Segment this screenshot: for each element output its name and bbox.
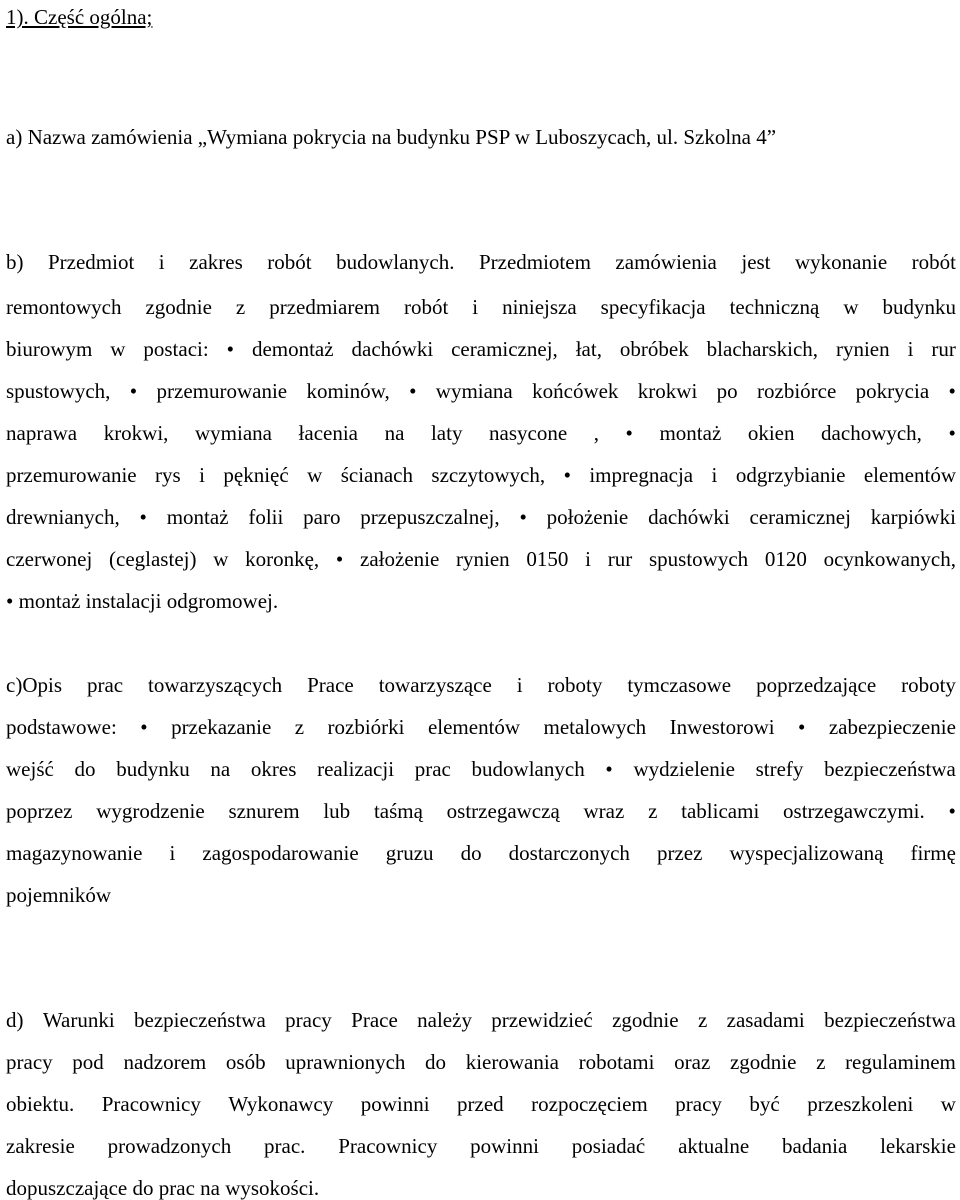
word: gruzu bbox=[385, 841, 434, 865]
paragraph-d-line bbox=[6, 1010, 956, 1031]
word: w bbox=[843, 295, 859, 319]
word: • bbox=[335, 547, 344, 571]
word: zasadami bbox=[726, 1008, 805, 1032]
word: podstawowe: bbox=[6, 715, 117, 739]
word: postaci: bbox=[143, 337, 209, 361]
word: • bbox=[226, 337, 234, 361]
word: dachówki bbox=[351, 337, 434, 361]
word: • bbox=[409, 379, 417, 403]
word: ceramicznej, bbox=[451, 337, 558, 361]
word: bezpieczeństwa bbox=[824, 1008, 956, 1032]
paragraph-c-line bbox=[6, 675, 956, 696]
word: • bbox=[519, 505, 527, 529]
word: Przedmiot bbox=[47, 250, 135, 274]
word: wraz bbox=[583, 799, 625, 823]
word: robotami bbox=[578, 1050, 655, 1074]
word: pracy bbox=[6, 1050, 53, 1074]
word: taśmą bbox=[373, 799, 423, 823]
paragraph-d-line bbox=[6, 1136, 956, 1157]
word: końcówek bbox=[532, 379, 619, 403]
word: krokwi bbox=[637, 379, 698, 403]
word: kominów, bbox=[306, 379, 390, 403]
word: prowadzonych bbox=[107, 1134, 232, 1158]
word: być bbox=[749, 1092, 780, 1116]
word: budynku bbox=[116, 757, 190, 781]
word: remontowych bbox=[6, 295, 122, 319]
paragraph-b-line bbox=[6, 252, 956, 273]
word: w bbox=[213, 547, 229, 571]
word: przeszkoleni bbox=[807, 1092, 914, 1116]
word: ostrzegawczymi. bbox=[783, 799, 925, 823]
word: nasycone bbox=[489, 421, 568, 445]
paragraph-c-line bbox=[6, 759, 956, 780]
word: obróbek bbox=[619, 337, 689, 361]
word: okres bbox=[250, 757, 297, 781]
word: Pracownicy bbox=[338, 1134, 438, 1158]
word: lekarskie bbox=[880, 1134, 956, 1158]
word: po bbox=[716, 379, 738, 403]
paragraph-b-line bbox=[6, 549, 956, 570]
word: szczytowych, bbox=[431, 463, 546, 487]
word: robót bbox=[911, 250, 956, 274]
word: pracy bbox=[675, 1092, 722, 1116]
word: • bbox=[625, 421, 633, 445]
word: ścianach bbox=[340, 463, 413, 487]
word: koronkę, bbox=[245, 547, 320, 571]
word: d) bbox=[6, 1008, 24, 1032]
word: oraz bbox=[674, 1050, 711, 1074]
word: Przedmiotem bbox=[478, 250, 591, 274]
paragraph-b-line bbox=[6, 423, 956, 444]
word: prac. bbox=[264, 1134, 306, 1158]
paragraph-b-line: • montaż instalacji odgromowej. bbox=[6, 589, 279, 613]
word: regulaminem bbox=[845, 1050, 956, 1074]
word: dostarczonych bbox=[508, 841, 630, 865]
word: karpiówki bbox=[870, 505, 956, 529]
word: wykonanie bbox=[795, 250, 888, 274]
word: 0120 bbox=[764, 547, 807, 571]
word: demontaż bbox=[251, 337, 334, 361]
word: bezpieczeństwa bbox=[824, 757, 956, 781]
word: , bbox=[593, 421, 599, 445]
word: poprzez bbox=[6, 799, 73, 823]
word: techniczną bbox=[729, 295, 820, 319]
word: badania bbox=[782, 1134, 848, 1158]
word: ceramicznej bbox=[749, 505, 851, 529]
word: z bbox=[697, 1008, 708, 1032]
word: zgodnie bbox=[729, 1050, 797, 1074]
word: obiektu. bbox=[6, 1092, 75, 1116]
word: spustowych, bbox=[6, 379, 111, 403]
word: przed bbox=[457, 1092, 504, 1116]
word: posiadać bbox=[571, 1134, 646, 1158]
word: budynku bbox=[882, 295, 956, 319]
word: powinni bbox=[360, 1092, 430, 1116]
word: położenie bbox=[546, 505, 629, 529]
word: okien bbox=[747, 421, 795, 445]
word: zabezpieczenie bbox=[828, 715, 956, 739]
word: dachówki bbox=[648, 505, 730, 529]
word: Prace bbox=[351, 1008, 398, 1032]
word: • bbox=[140, 715, 148, 739]
word: łacenia bbox=[298, 421, 358, 445]
paragraph-b-line bbox=[6, 339, 956, 360]
paragraph-c-line bbox=[6, 843, 956, 864]
word: rur bbox=[607, 547, 633, 571]
word: założenie bbox=[360, 547, 440, 571]
word: przez bbox=[656, 841, 703, 865]
word: rynien bbox=[456, 547, 510, 571]
word: i bbox=[907, 337, 914, 361]
word: Warunki bbox=[42, 1008, 115, 1032]
word: towarzyszące bbox=[378, 673, 492, 697]
word: budowlanych bbox=[471, 757, 585, 781]
word: zgodnie bbox=[612, 1008, 679, 1032]
word: w bbox=[307, 463, 323, 487]
word: zgodnie bbox=[145, 295, 212, 319]
word: • bbox=[798, 715, 806, 739]
word: do bbox=[74, 757, 96, 781]
word: tymczasowe bbox=[627, 673, 732, 697]
word: rozbiórce bbox=[757, 379, 837, 403]
word: niniejsza bbox=[502, 295, 577, 319]
word: naprawa bbox=[6, 421, 78, 445]
word: biurowym bbox=[6, 337, 93, 361]
word: elementów bbox=[863, 463, 956, 487]
word: budowlanych. bbox=[336, 250, 455, 274]
word: i bbox=[472, 295, 479, 319]
word: impregnacja bbox=[589, 463, 694, 487]
paragraph-d-line: dopuszczające do prac na wysokości. bbox=[6, 1176, 320, 1200]
word: nadzorem bbox=[123, 1050, 207, 1074]
word: przemurowanie bbox=[6, 463, 137, 487]
word: jest bbox=[741, 250, 771, 274]
word: towarzyszących bbox=[148, 673, 283, 697]
word: montaż bbox=[659, 421, 722, 445]
word: przedmiarem bbox=[269, 295, 380, 319]
word: ocynkowanych, bbox=[823, 547, 956, 571]
word: • bbox=[563, 463, 571, 487]
word: pokrycia bbox=[855, 379, 930, 403]
word: paro bbox=[303, 505, 341, 529]
word: i bbox=[711, 463, 718, 487]
word: łat, bbox=[575, 337, 602, 361]
word: (ceglastej) bbox=[109, 547, 197, 571]
word: elementów bbox=[427, 715, 521, 739]
word: rozbiórki bbox=[327, 715, 405, 739]
word: wydzielenie bbox=[633, 757, 735, 781]
word: magazynowanie bbox=[6, 841, 143, 865]
word: specyfikacja bbox=[600, 295, 706, 319]
word: prac bbox=[414, 757, 451, 781]
word: do bbox=[425, 1050, 447, 1074]
word: z bbox=[235, 295, 246, 319]
word: sznurem bbox=[228, 799, 300, 823]
word: • bbox=[129, 379, 138, 403]
word: • bbox=[948, 799, 956, 823]
word: należy bbox=[417, 1008, 472, 1032]
word: i bbox=[169, 841, 176, 865]
word: w bbox=[940, 1092, 956, 1116]
word: krokwi, bbox=[103, 421, 169, 445]
word: dachowych, bbox=[821, 421, 922, 445]
word: aktualne bbox=[678, 1134, 750, 1158]
word: do bbox=[460, 841, 482, 865]
word: prac bbox=[86, 673, 124, 697]
word: Wykonawcy bbox=[228, 1092, 334, 1116]
word: lub bbox=[323, 799, 351, 823]
paragraph-b-line bbox=[6, 381, 956, 402]
word: pęknięć bbox=[223, 463, 289, 487]
word: firmę bbox=[910, 841, 956, 865]
word: z bbox=[816, 1050, 826, 1074]
word: poprzedzające bbox=[756, 673, 877, 697]
word: uprawnionych bbox=[285, 1050, 406, 1074]
word: na bbox=[210, 757, 231, 781]
word: ostrzegawczą bbox=[446, 799, 560, 823]
word: odgrzybianie bbox=[735, 463, 846, 487]
word: c)Opis bbox=[6, 673, 62, 697]
word: • bbox=[948, 379, 956, 403]
word: bezpieczeństwa bbox=[134, 1008, 266, 1032]
word: zakres bbox=[189, 250, 243, 274]
word: przewidzieć bbox=[491, 1008, 593, 1032]
word: rur bbox=[931, 337, 956, 361]
word: osób bbox=[225, 1050, 266, 1074]
word: b) bbox=[6, 250, 24, 274]
paragraph-b-line bbox=[6, 507, 956, 528]
word: czerwonej bbox=[6, 547, 93, 571]
word: zakresie bbox=[6, 1134, 75, 1158]
section-title: 1). Część ogólna; bbox=[6, 5, 153, 29]
word: wyspecjalizowaną bbox=[729, 841, 884, 865]
word: pracy bbox=[285, 1008, 332, 1032]
word: i bbox=[516, 673, 523, 697]
word: laty bbox=[430, 421, 463, 445]
word: pod bbox=[72, 1050, 104, 1074]
word: przepuszczalnej, bbox=[360, 505, 500, 529]
paragraph-c-line bbox=[6, 717, 956, 738]
paragraph-c-line bbox=[6, 801, 956, 822]
word: wymiana bbox=[195, 421, 272, 445]
word: na bbox=[384, 421, 405, 445]
word: robót bbox=[403, 295, 449, 319]
word: przekazanie bbox=[171, 715, 272, 739]
word: strefy bbox=[755, 757, 804, 781]
word: • bbox=[605, 757, 613, 781]
word: i bbox=[585, 547, 591, 571]
paragraph-d-line bbox=[6, 1094, 956, 1115]
word: Prace bbox=[307, 673, 354, 697]
word: drewnianych, bbox=[6, 505, 120, 529]
word: powinni bbox=[470, 1134, 539, 1158]
paragraph-d-line bbox=[6, 1052, 956, 1073]
word: spustowych bbox=[648, 547, 749, 571]
word: wygrodzenie bbox=[96, 799, 205, 823]
word: realizacji bbox=[317, 757, 395, 781]
word: 0150 bbox=[526, 547, 569, 571]
word: z bbox=[648, 799, 658, 823]
word: tablicami bbox=[681, 799, 760, 823]
word: • bbox=[139, 505, 147, 529]
word: roboty bbox=[547, 673, 603, 697]
paragraph-c-line: pojemników bbox=[6, 883, 111, 907]
word: robót bbox=[267, 250, 312, 274]
word: w bbox=[110, 337, 126, 361]
word: przemurowanie bbox=[156, 379, 288, 403]
word: wejść bbox=[6, 757, 54, 781]
paragraph-b-line bbox=[6, 465, 956, 486]
word: i bbox=[199, 463, 205, 487]
word: roboty bbox=[901, 673, 956, 697]
word: rynien bbox=[835, 337, 890, 361]
word: zamówienia bbox=[615, 250, 717, 274]
paragraph-b-line bbox=[6, 297, 956, 318]
word: z bbox=[294, 715, 305, 739]
word: blacharskich, bbox=[706, 337, 819, 361]
word: montaż bbox=[166, 505, 229, 529]
word: zagospodarowanie bbox=[202, 841, 359, 865]
word: metalowych bbox=[543, 715, 647, 739]
word: rys bbox=[155, 463, 181, 487]
word: wymiana bbox=[435, 379, 513, 403]
word: Inwestorowi bbox=[669, 715, 775, 739]
word: kierowania bbox=[465, 1050, 559, 1074]
word: folii bbox=[248, 505, 284, 529]
word: rozpoczęciem bbox=[531, 1092, 648, 1116]
word: Pracownicy bbox=[101, 1092, 201, 1116]
word: • bbox=[948, 421, 956, 445]
word: i bbox=[158, 250, 165, 274]
paragraph-a-name: a) Nazwa zamówienia „Wymiana pokrycia na budynku PSP w Luboszycach, ul. Szkolna 4” bbox=[6, 125, 777, 149]
